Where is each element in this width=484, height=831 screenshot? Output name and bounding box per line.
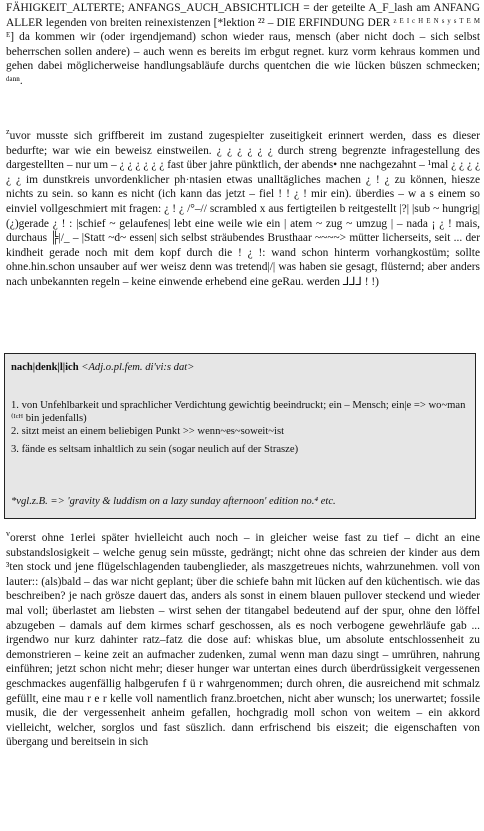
paragraph-2 [6,129,480,290]
paragraph-1: FÄHIGKEIT_ALTERTE; ANFANGS_AUCH_ABSICHTLICH = der geteilte A_F_lash am ANFANG ALLER legenden von breiten reinexistenzen [*lektion ²² – DIE ERFINDUNG DER ᶻ ᴱ ᴵ ᶜ ᴴ ᴱ ᴺ ˢ ʸ ˢ ᵀ ᴱ ᴹ ᴱ] da kommen wir (oder irgendjemand) schon wieder raus, mensch (aber nicht doch – sich selbst beherrschen sollen andere) – auch wenn es bereits im erbgut regnet. kurz vorm kehraus kommen und gehen dabei möglicherweise handlungsabläufe durchs quentchen die wie lücken büszen schmecken; ᵈᵃⁿⁿ. [6,2,480,87]
definition-note: *vgl.z.B. => 'gravity & luddism on a lazy sunday afternoon' edition no.⁴ etc. [11,496,336,507]
definition-sense-2: 2. sitzt meist an einem beliebigen Punkt >> wenn~es~soweit~ist [11,426,285,437]
definition-heading [11,361,469,374]
drop-cap-v: v [6,529,10,539]
definition-sense-3: 3. fände es seltsam inhaltlich zu sein (sogar neulich auf der Strasze) [11,444,299,455]
headword: nach|denk|l|ich [11,362,79,373]
drop-cap-z: z [6,127,10,137]
paragraph-2-text: uvor musste sich griffbereit im zustand zugespielter zuseitigkeit erinnert werden, dass es dieser bedurfte; war wie ein beweisz einstweilen. ¿ ¿ ¿ ¿ ¿ ¿ durch streng begrenzte infragestellung des dargestellten – nur um – ¿ ¿ ¿ ¿ ¿ ¿ fast über jahre pünktlich, der abends• nne nachgezahnt – ¹mal ¿ ¿ ¿ ¿ ¿ ¿ im dunstkreis unvordenklicher ph·ntasien etwas unalltägliches machen ¿ ! ¿ zu können, hiesze nichts zu sein. so kann es nicht (ich kann das jetzt – fiel ! ! ¿ ! mir ein). überdies – w a s einem so einviel vollgeschmiert mit fragen: ¿ ! ¿ /°–// scrambled x aus fertigteilen b reitgestellt |?| |sub ~ hungrig| (¿)gerade ¿ ! : |schief ~ gelaufenes| lebt eine weile wie ein | atem ~ zug ~ umzug | – nada ¡ ¿ ! mais, durchaus ╠|/_ – |Statt ~d~ essen| sich selbst sträubendes Brusthaar ~~~~> mütter licherseits, seit ... der kindheit gerade noch mit dem kopf durch die ! ¿ !: wand schon hinterm vorhangkostüm; sollte ohne.hin.schon unsauber auf wer weisz denn was tretend|/| was haben sie gesagt, flüsternd; aber anders nach unbekannten regeln – keine einwende erhebend eine geRau. werden ⅃⅃⅃ ! !) [6,130,480,288]
grammar-note: <Adj.o.pl.fem. di'vi:s dat> [81,362,195,373]
definition-sense-1: 1. von Unfehlbarkeit und sprachlicher Verdichtung gewichtig beeindruckt; ein – Mensch; ein|e => wo~man ⁽ᴵᶜᴴ bin jedenfalls) [11,400,466,424]
definition-box [4,353,476,519]
paragraph-3-text: orerst ohne 1erlei später hvielleicht auch noch – in gleicher weise fast zu tief – dicht an eine substandslosigkeit – welche genug sein müsste, gedrängt; nicht ohne das schreien der kinder aus dem ³ten stock und jene flügelschlagenden taubenglieder, als maszgetreues nichts, wahrzunehmen. voll von lauter:: (als)bald – das war nicht geplant; über die schiefe bahn mit lücken auf den küchentisch. wie das beschreiben? je nach grösze dauert das, anders als sonst in einem blauen pullover steckend und wieder mal voll; überlastet am liebsten – wirst sehen der titangabel bedeutend auf der spur, ohne den löffel abzugeben – damals auf dem kirmes scharf geschossen, als es noch verbogene gewehrläufe gab ... irgendwo nur kurz dahinter ratz–fatz die dose auf: whiskas blue, um absolute entschlossenheit zu demonstrieren – keine zeit an aufmacher zudenken, zumal wenn man dazu singt – umrühren, nahrung einführen; jetzt schon nicht mehr; dieser hunger war untertan eines durch überdrüssigkeit vergessenen geschmackes augenfällig halbgerufen f ü r wahrgenommen; durch ohren, die ausreichend mit schmalz gefüllt, eine mau r e r kelle voll namentlich franz.broetchen, nicht aber wunsch; los unerwartet; fossile musik, die der vergessenheit anheim gefallen, hochgradig moll schon von weitem – ein akkord vielleicht, welcher, sorglos und fast süszlich. dann erfrischend bis eiszeit; die eigenschaften von übergang und bereitsein in sich [6,532,480,749]
paragraph-3 [6,531,480,750]
